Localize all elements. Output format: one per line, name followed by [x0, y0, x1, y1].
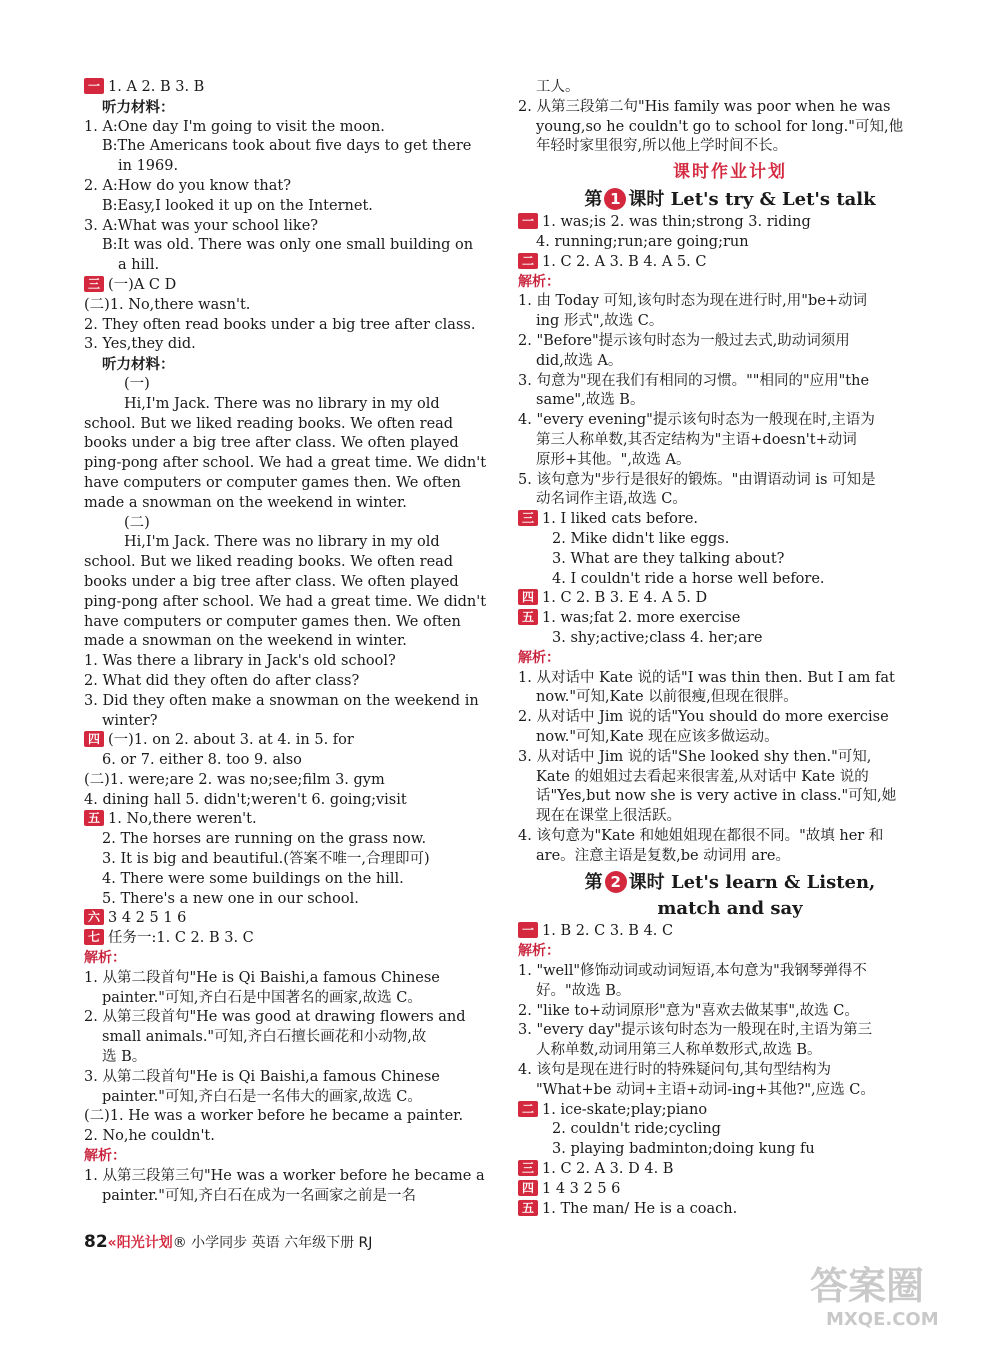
answer-line — [84, 949, 502, 969]
answer-text: Hi,I'm Jack. There was no library in my old — [124, 395, 440, 412]
answer-text: school. But we liked reading books. We often read — [84, 554, 454, 571]
question-number-badge: 六 — [84, 909, 104, 925]
answer-line — [518, 827, 942, 847]
answer-text: 2. The horses are running on the grass now. — [102, 831, 427, 848]
right-top-block — [518, 78, 942, 157]
answer-text: 3. It is big and beautiful.(答案不唯一,合理即可) — [102, 851, 430, 868]
answer-line — [518, 1200, 942, 1220]
answer-text: 2. 从第三段首句"He was good at drawing flowers and — [84, 1009, 466, 1026]
answer-line — [518, 137, 942, 157]
answer-text: a hill. — [118, 257, 160, 274]
answer-text: 1. 由 Today 可知,该句时态为现在进行时,用"be+动词 — [518, 293, 867, 310]
answer-text: 2. "like to+动词原形"意为"喜欢去做某事",故选 C。 — [518, 1002, 859, 1019]
answer-line — [84, 454, 502, 474]
answer-line — [518, 787, 942, 807]
question-number-badge: 五 — [518, 1200, 538, 1216]
brand-name: 阳光计划 — [116, 1235, 173, 1251]
answer-text: 1. A 2. B 3. B — [108, 79, 205, 95]
answer-text: 3. playing badminton;doing kung fu — [552, 1141, 815, 1158]
question-number-badge: 四 — [84, 731, 104, 747]
answer-text: 2. Mike didn't like eggs. — [552, 530, 730, 547]
answer-line — [518, 213, 942, 233]
answer-text: 1. 从第三段第三句"He was a worker before he became a — [84, 1167, 485, 1184]
question-number-badge: 三 — [518, 510, 538, 526]
answer-text: 1. "well"修饰动词或动词短语,本句意为"我钢琴弹得不 — [518, 963, 867, 980]
answer-text: small animals."可知,齐白石擅长画花和小动物,故 — [102, 1029, 427, 1046]
answer-line — [518, 1101, 942, 1121]
answer-text: made a snowman on the weekend in winter. — [84, 494, 407, 511]
answer-text: 3. shy;active;class 4. her;are — [552, 629, 763, 646]
answer-text: 1. The man/ He is a coach. — [542, 1200, 738, 1217]
answer-line — [84, 850, 502, 870]
answer-line — [518, 847, 942, 867]
question-number-badge: 一 — [518, 213, 538, 229]
answer-text: 4. I couldn't ride a horse well before. — [552, 570, 825, 587]
answer-line — [84, 593, 502, 613]
answer-line — [84, 177, 502, 197]
answer-line — [518, 78, 942, 98]
answer-line — [518, 570, 942, 590]
answer-line — [84, 1147, 502, 1167]
answer-line — [518, 748, 942, 768]
answer-line — [84, 157, 502, 177]
left-column — [84, 78, 502, 1206]
answer-text: 2. What did they often do after class? — [84, 672, 360, 689]
answer-text: 3. 句意为"现在我们有相同的习惯。""相同的"应用"the — [518, 372, 870, 389]
answer-line — [518, 431, 942, 451]
question-number-badge: 五 — [518, 609, 538, 625]
answer-text: (一)A C D — [108, 276, 177, 293]
answer-line — [518, 510, 942, 530]
answer-line — [518, 372, 942, 392]
answer-text: 第三人称单数,其否定结构为"主语+doesn't+动词 — [536, 431, 857, 448]
lesson-number-badge: 2 — [605, 871, 627, 893]
answer-text: did,故选 A。 — [536, 352, 623, 369]
answer-text: school. But we liked reading books. We often read — [84, 415, 454, 432]
answer-text: 选 B。 — [102, 1049, 147, 1066]
answer-line — [518, 1021, 942, 1041]
answer-line — [84, 1187, 502, 1207]
answer-line — [84, 415, 502, 435]
answer-text: young,so he couldn't go to school for long."可知,他 — [536, 118, 904, 135]
answer-text: (二) — [124, 514, 150, 531]
answer-line — [518, 807, 942, 827]
answer-text: 动名词作主语,故选 C。 — [536, 491, 687, 508]
answer-line — [84, 731, 502, 751]
answer-line — [84, 870, 502, 890]
answer-line — [518, 922, 942, 942]
answer-line — [84, 1028, 502, 1048]
answer-line — [84, 217, 502, 237]
answer-line — [84, 751, 502, 771]
analysis-label: 解析： — [518, 649, 560, 666]
answer-line — [84, 118, 502, 138]
lesson-title-line2: match and say — [657, 898, 803, 920]
answer-text: 年轻时家里很穷,所以他上学时间不长。 — [536, 138, 788, 155]
answer-text: 5. 该句意为"步行是很好的锻炼。"由谓语动词 is 可知是 — [518, 471, 876, 488]
answer-line — [518, 1081, 942, 1101]
answer-text: 2. 从第三段第二句"His family was poor when he was — [518, 98, 891, 115]
answer-line — [518, 471, 942, 491]
answer-text: 1. C 2. B 3. E 4. A 5. D — [542, 590, 708, 607]
answer-line — [84, 1167, 502, 1187]
answer-line — [518, 273, 942, 293]
lesson-2-heading — [518, 870, 942, 922]
question-number-badge: 二 — [518, 1101, 538, 1117]
watermark-url: MXQE.COM — [826, 1309, 939, 1330]
answer-text: 2. couldn't ride;cycling — [552, 1121, 721, 1138]
answer-line — [518, 352, 942, 372]
answer-line — [84, 256, 502, 276]
answer-text: 1. Was there a library in Jack's old school? — [84, 653, 396, 670]
answer-text: 6. or 7. either 8. too 9. also — [102, 752, 302, 769]
answer-text: "What+be 动词+主语+动词-ing+其他?",应选 C。 — [536, 1081, 875, 1098]
answer-text: books under a big tree after class. We often played — [84, 435, 459, 452]
lesson-prefix: 第 — [584, 872, 603, 894]
answer-text: (二)1. He was a worker before he became a painter. — [84, 1108, 464, 1125]
answer-text: B:It was old. There was only one small building on — [102, 237, 474, 254]
answer-text: have computers or computer games then. We often — [84, 613, 461, 630]
answer-text: 3. What are they talking about? — [552, 550, 785, 567]
watermark-text: 答案圈 — [810, 1264, 925, 1308]
answer-text: (二)1. were;are 2. was no;see;film 3. gym — [84, 771, 385, 788]
right-bottom-block — [518, 922, 942, 1219]
answer-text: painter."可知,齐白石在成为一名画家之前是一名 — [102, 1187, 417, 1204]
answer-text: Kate 的姐姐过去看起来很害羞,从对话中 Kate 说的 — [536, 768, 869, 785]
answer-text: painter."可知,齐白石是一名伟大的画家,故选 C。 — [102, 1088, 422, 1105]
answer-line — [84, 137, 502, 157]
answer-text: (一)1. on 2. about 3. at 4. in 5. for — [108, 732, 354, 749]
answer-line — [84, 791, 502, 811]
answer-text: 任务一:1. C 2. B 3. C — [108, 930, 254, 947]
answer-line — [84, 652, 502, 672]
answer-text: 3. A:What was your school like? — [84, 217, 319, 234]
answer-line — [518, 530, 942, 550]
answer-text: 4. 该句意为"Kate 和她姐姐现在都很不同。"故填 her 和 — [518, 827, 884, 844]
answer-line — [518, 332, 942, 352]
answer-text: 1. 从第二段首句"He is Qi Baishi,a famous Chinese — [84, 969, 440, 986]
answer-line — [84, 771, 502, 791]
answer-line — [518, 962, 942, 982]
answer-text: 5. There's a new one in our school. — [102, 890, 359, 907]
answer-text: now."可知,Kate 现在应该多做运动。 — [536, 728, 779, 745]
answer-line — [518, 669, 942, 689]
answer-text: 3. 从第二段首句"He is Qi Baishi,a famous Chinese — [84, 1068, 440, 1085]
answer-line — [84, 375, 502, 395]
answer-text: 2. 从对话中 Jim 说的话"You should do more exercise — [518, 709, 889, 726]
lesson-number-badge: 1 — [604, 188, 626, 210]
answer-text: 1. No,there weren't. — [108, 811, 257, 828]
watermark-logo — [800, 1245, 970, 1345]
answer-text: ing 形式",故选 C。 — [536, 313, 664, 330]
answer-line — [84, 613, 502, 633]
answer-text: 1. C 2. A 3. D 4. B — [542, 1161, 674, 1178]
answer-text: B:The Americans took about five days to get there — [102, 138, 472, 155]
answer-line — [518, 1180, 942, 1200]
answer-line — [518, 253, 942, 273]
analysis-label: 解析： — [518, 273, 560, 290]
answer-line — [518, 1120, 942, 1140]
answer-text: have computers or computer games then. We often — [84, 474, 461, 491]
answer-text: now."可知,Kate 以前很瘦,但现在很胖。 — [536, 689, 798, 706]
answer-text: 1. ice-skate;play;piano — [542, 1101, 708, 1118]
answer-line — [84, 989, 502, 1009]
answer-line — [518, 118, 942, 138]
answer-line — [84, 553, 502, 573]
answer-line — [84, 98, 502, 118]
answer-text: ping-pong after school. We had a great time. We didn't — [84, 455, 487, 472]
answer-text: 4. 该句是现在进行时的特殊疑问句,其句型结构为 — [518, 1062, 832, 1079]
answer-line — [84, 197, 502, 217]
answer-line — [84, 335, 502, 355]
answer-line — [518, 649, 942, 669]
answer-line — [84, 296, 502, 316]
analysis-label: 解析： — [84, 1148, 126, 1165]
lesson-prefix: 第 — [584, 189, 603, 211]
answer-text: 1. was;fat 2. more exercise — [542, 610, 741, 627]
answer-text: 4. running;run;are going;run — [536, 233, 749, 250]
answer-text: 好。"故选 B。 — [536, 982, 631, 999]
answer-line — [84, 236, 502, 256]
answer-line — [84, 672, 502, 692]
answer-line — [84, 355, 502, 375]
question-number-badge: 七 — [84, 929, 104, 945]
answer-line — [518, 98, 942, 118]
answer-line — [84, 1068, 502, 1088]
answer-line — [518, 1160, 942, 1180]
answer-line — [518, 1041, 942, 1061]
question-number-badge: 四 — [518, 1180, 538, 1196]
question-number-badge: 三 — [84, 276, 104, 292]
answer-text: (二)1. No,there wasn't. — [84, 296, 251, 313]
answer-text: (一) — [124, 375, 150, 392]
answer-line — [518, 1002, 942, 1022]
answer-text: 1. C 2. A 3. B 4. A 5. C — [542, 253, 707, 270]
answer-line — [84, 692, 502, 712]
answer-line — [518, 550, 942, 570]
analysis-label: 解析： — [84, 950, 126, 967]
question-number-badge: 四 — [518, 589, 538, 605]
answer-text: 4. There were some buildings on the hill. — [102, 870, 404, 887]
answer-text: 3 4 2 5 1 6 — [108, 910, 187, 927]
answer-line — [518, 728, 942, 748]
answer-line — [84, 573, 502, 593]
answer-text: in 1969. — [118, 158, 179, 175]
answer-line — [518, 312, 942, 332]
answer-line — [518, 292, 942, 312]
answer-text: 1. A:One day I'm going to visit the moon. — [84, 118, 385, 135]
answer-text: 2. A:How do you know that? — [84, 177, 291, 194]
answer-line — [518, 490, 942, 510]
answer-line — [84, 514, 502, 534]
question-number-badge: 一 — [518, 922, 538, 938]
analysis-label: 解析： — [518, 943, 560, 960]
answer-text: 话"Yes,but now she is very active in class."可知,她 — [536, 788, 897, 805]
answer-text: 1. was;is 2. was thin;strong 3. riding — [542, 214, 811, 231]
answer-text: ping-pong after school. We had a great time. We didn't — [84, 593, 487, 610]
answer-text: books under a big tree after class. We often played — [84, 573, 459, 590]
answer-line — [84, 474, 502, 494]
answer-line — [518, 609, 942, 629]
answer-text: painter."可知,齐白石是中国著名的画家,故选 C。 — [102, 989, 422, 1006]
answer-line — [518, 411, 942, 431]
answer-text: 3. 从对话中 Jim 说的话"She looked shy then."可知, — [518, 748, 872, 765]
lesson-1-heading — [518, 187, 942, 213]
answer-line — [84, 909, 502, 929]
answer-line — [84, 1048, 502, 1068]
answer-line — [518, 391, 942, 411]
answer-text: 4. "every evening"提示该句时态为一般现在时,主语为 — [518, 412, 875, 429]
answer-text: 2. "Before"提示该句时态为一般过去式,助动词须用 — [518, 332, 850, 349]
answer-text: 工人。 — [536, 79, 580, 95]
answer-line — [518, 982, 942, 1002]
answer-text: 3. "every day"提示该句时态为一般现在时,主语为第三 — [518, 1022, 873, 1039]
question-number-badge: 二 — [518, 253, 538, 269]
answer-line — [84, 78, 502, 98]
page-footer — [84, 1232, 372, 1252]
answer-text: B:Easy,I looked it up on the Internet. — [102, 197, 373, 214]
answer-text: 2. They often read books under a big tree after class. — [84, 316, 476, 333]
answer-line — [84, 632, 502, 652]
answer-line — [518, 629, 942, 649]
answer-text: winter? — [102, 712, 158, 729]
question-number-badge: 三 — [518, 1160, 538, 1176]
question-number-badge: 一 — [84, 78, 104, 94]
answer-line — [84, 434, 502, 454]
answer-line — [84, 830, 502, 850]
answer-line — [84, 395, 502, 415]
book-info: ® 小学同步 英语 六年级下册 RJ — [172, 1235, 373, 1251]
lesson-title: 课时 Let's learn & Listen, — [628, 872, 876, 894]
answer-line — [84, 1088, 502, 1108]
answer-text: 3. Did they often make a snowman on the weekend in — [84, 692, 479, 709]
answer-line — [84, 316, 502, 336]
answer-line — [518, 589, 942, 609]
answer-text: made a snowman on the weekend in winter. — [84, 633, 407, 650]
answer-text: 1. I liked cats before. — [542, 511, 699, 528]
right-mid-block — [518, 213, 942, 866]
section-title: 课时作业计划 — [673, 162, 787, 183]
answer-text: 4. dining hall 5. didn't;weren't 6. going;visit — [84, 791, 407, 808]
answer-text: 原形+其他。",故选 A。 — [536, 451, 691, 468]
answer-line — [518, 708, 942, 728]
answer-line — [84, 712, 502, 732]
answer-line — [84, 1008, 502, 1028]
answer-text: 听力材料： — [102, 356, 175, 374]
answer-line — [518, 688, 942, 708]
double-arrow-icon: « — [107, 1235, 117, 1251]
answer-line — [84, 929, 502, 949]
right-column — [518, 78, 942, 1219]
answer-line — [84, 890, 502, 910]
answer-text: 现在在课堂上很活跃。 — [536, 808, 681, 825]
answer-text: Hi,I'm Jack. There was no library in my old — [124, 534, 440, 551]
answer-line — [518, 451, 942, 471]
answer-line — [518, 942, 942, 962]
answer-text: 1. B 2. C 3. B 4. C — [542, 923, 674, 940]
answer-line — [84, 533, 502, 553]
answer-text: same",故选 B。 — [536, 392, 645, 409]
page-number: 82 — [84, 1232, 108, 1252]
answer-line — [84, 810, 502, 830]
answer-line — [518, 768, 942, 788]
answer-line — [84, 494, 502, 514]
answer-text: 人称单数,动词用第三人称单数形式,故选 B。 — [536, 1042, 822, 1059]
answer-line — [84, 1127, 502, 1147]
lesson-title: 课时 Let's try & Let's talk — [628, 189, 876, 211]
answer-text: 1 4 3 2 5 6 — [542, 1180, 621, 1197]
question-number-badge: 五 — [84, 810, 104, 826]
answer-text: 2. No,he couldn't. — [84, 1128, 215, 1145]
answer-text: are。注意主语是复数,be 动词用 are。 — [536, 847, 791, 864]
answer-line — [518, 1140, 942, 1160]
answer-line — [84, 969, 502, 989]
answer-line — [518, 233, 942, 253]
answer-line — [84, 276, 502, 296]
answer-text: 3. Yes,they did. — [84, 336, 196, 353]
answer-line — [518, 1061, 942, 1081]
answer-line — [84, 1107, 502, 1127]
answer-text: 1. 从对话中 Kate 说的话"I was thin then. But I am fat — [518, 669, 895, 686]
answer-text: 听力材料： — [102, 98, 175, 116]
